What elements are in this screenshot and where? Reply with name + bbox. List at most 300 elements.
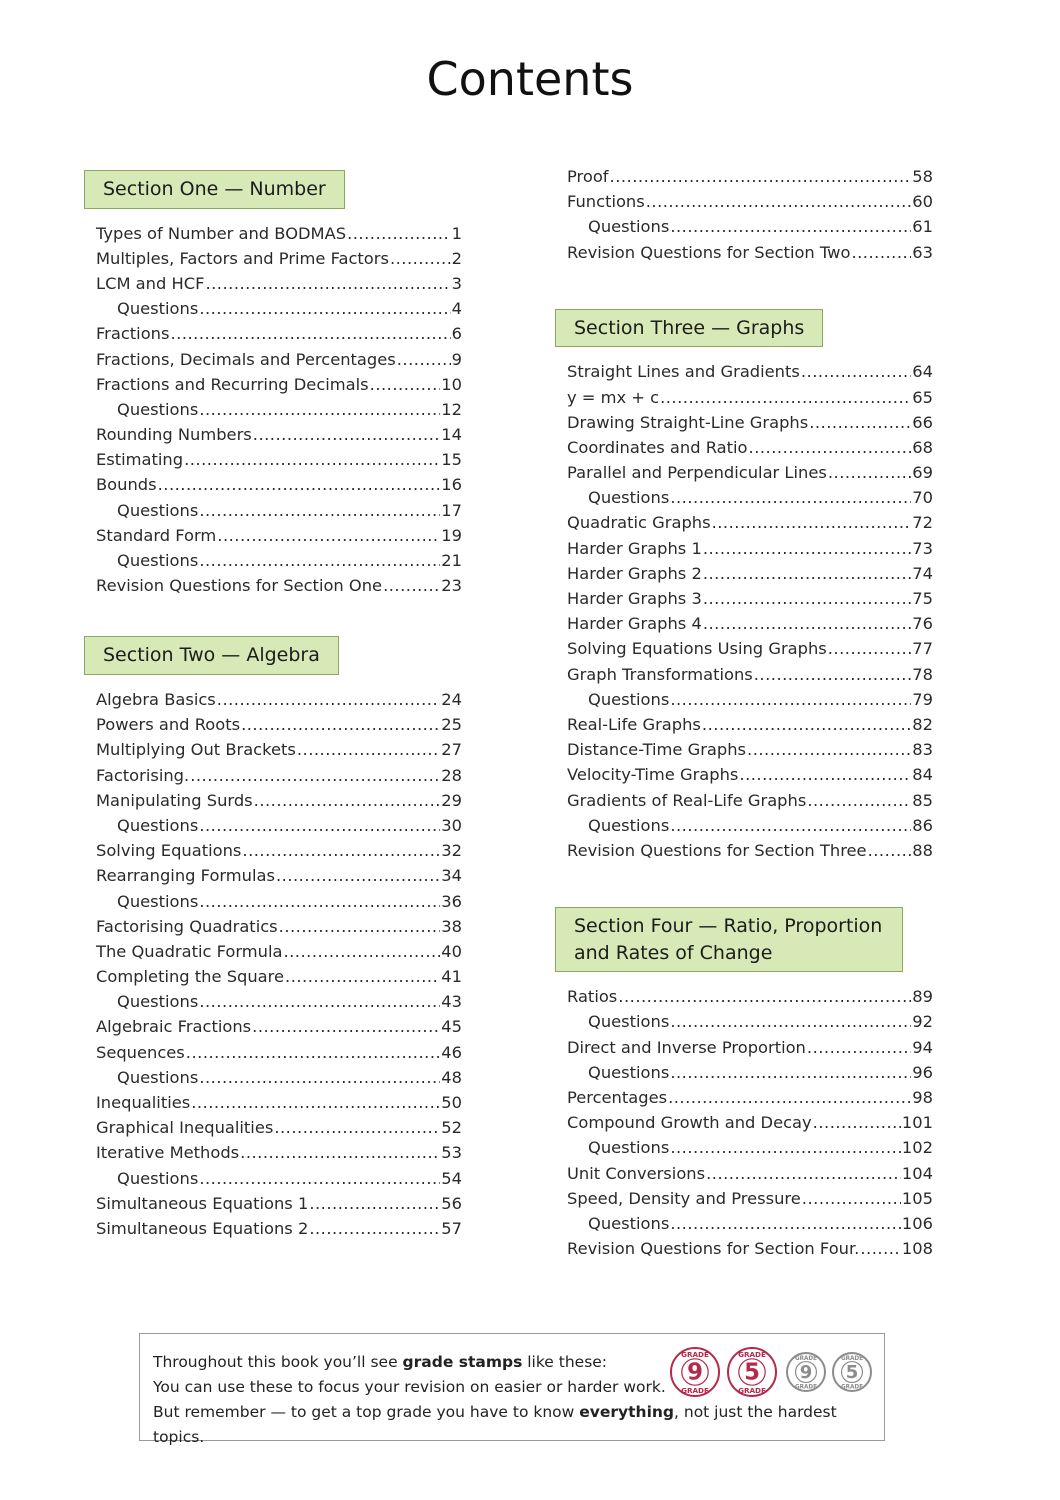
toc-leader-dots — [190, 763, 440, 788]
toc-entry-page: 104 — [901, 1163, 933, 1183]
toc-leader-dots — [749, 435, 912, 460]
toc-leader-dots — [199, 989, 440, 1014]
toc-entry — [96, 838, 462, 863]
toc-leader-dots — [809, 410, 911, 435]
toc-entry-title: Speed, Density and Pressure — [567, 1188, 801, 1208]
toc-leader-dots — [390, 246, 451, 271]
toc-entry — [96, 989, 462, 1014]
toc-leader-dots — [397, 347, 451, 372]
toc-entry-title: Estimating — [96, 450, 184, 470]
toc-entry-title: Harder Graphs 1 — [567, 538, 702, 558]
toc-entry — [567, 410, 933, 435]
toc-leader-dots — [868, 838, 912, 863]
toc-entry-title: Compound Growth and Decay — [567, 1113, 812, 1133]
page-title: Contents — [426, 52, 634, 106]
toc-leader-dots — [347, 221, 451, 246]
toc-leader-dots — [309, 1216, 440, 1241]
toc-entry — [567, 1035, 933, 1060]
toc-entry-title: Questions — [588, 1062, 670, 1082]
toc-entry — [567, 214, 933, 239]
toc-entry-page: 58 — [912, 167, 933, 186]
toc-entry-page: 56 — [441, 1193, 462, 1213]
toc-entry — [96, 1040, 462, 1065]
toc-entry-page: 64 — [912, 362, 933, 382]
toc-leader-dots — [199, 296, 450, 321]
contents-column-right — [567, 164, 933, 1261]
toc-entry-title: Questions — [588, 488, 670, 508]
toc-leader-dots — [370, 372, 441, 397]
toc-leader-dots — [199, 813, 440, 838]
toc-entry-page: 86 — [912, 815, 933, 835]
toc-entry-title: Revision Questions for Section Four. — [567, 1239, 860, 1259]
toc-entry-title: Parallel and Perpendicular Lines — [567, 463, 827, 483]
toc-entry-page: 77 — [912, 639, 933, 659]
toc-leader-dots — [670, 687, 911, 712]
toc-entry-title: Bounds — [96, 475, 157, 495]
toc-entry-page: 78 — [912, 664, 933, 684]
toc-entry — [96, 422, 462, 447]
toc-entry — [567, 435, 933, 460]
grade-stamp-word-bottom: GRADE — [681, 1386, 709, 1396]
toc-entry-page: 108 — [901, 1239, 933, 1259]
toc-entry-page: 12 — [441, 399, 462, 419]
grade-stamp-word-bottom: GRADE — [840, 1384, 864, 1391]
toc-leader-dots — [199, 397, 440, 422]
toc-entry-title: Harder Graphs 2 — [567, 563, 702, 583]
toc-entry — [567, 1186, 933, 1211]
toc-leader-dots — [670, 214, 911, 239]
toc-leader-dots — [205, 271, 450, 296]
toc-entry-title: LCM and HCF — [96, 273, 205, 293]
toc-leader-dots — [860, 1236, 901, 1261]
toc-entry — [96, 321, 462, 346]
toc-entry-title: Factorising. — [96, 765, 190, 785]
toc-entry-page: 52 — [441, 1118, 462, 1138]
toc-entry-page: 3 — [451, 273, 462, 293]
toc-entry — [96, 472, 462, 497]
grade-stamp-number: 5 — [744, 1359, 760, 1386]
section-one-list — [96, 221, 462, 599]
toc-entry — [96, 1191, 462, 1216]
toc-entry-page: 102 — [901, 1138, 933, 1158]
section-two-header: Section Two — Algebra — [84, 636, 339, 675]
toc-leader-dots — [276, 863, 440, 888]
toc-leader-dots — [668, 1085, 911, 1110]
toc-entry-page: 2 — [451, 248, 462, 268]
toc-leader-dots — [383, 573, 440, 598]
toc-entry-title: Completing the Square — [96, 967, 285, 987]
toc-leader-dots — [754, 662, 912, 687]
grade-stamp-icon — [728, 1348, 776, 1396]
toc-entry-page: 43 — [441, 992, 462, 1012]
toc-entry-page: 6 — [451, 324, 462, 344]
toc-entry-title: Solving Equations Using Graphs — [567, 639, 827, 659]
toc-leader-dots — [254, 788, 441, 813]
toc-entry-title: Harder Graphs 4 — [567, 614, 702, 634]
toc-entry — [96, 863, 462, 888]
toc-entry — [96, 1140, 462, 1165]
toc-entry-title: Questions — [117, 299, 199, 319]
toc-entry-title: Sequences — [96, 1042, 185, 1062]
toc-entry-title: Questions — [117, 891, 199, 911]
toc-entry-title: Solving Equations — [96, 841, 242, 861]
toc-entry-title: Ratios — [567, 987, 618, 1007]
toc-entry-title: Unit Conversions — [567, 1163, 706, 1183]
toc-entry — [96, 939, 462, 964]
toc-entry — [96, 573, 462, 598]
toc-leader-dots — [807, 788, 911, 813]
toc-leader-dots — [670, 813, 911, 838]
toc-entry-title: Real-Life Graphs — [567, 714, 701, 734]
toc-leader-dots — [191, 1090, 440, 1115]
toc-entry — [567, 1085, 933, 1110]
toc-entry-page: 27 — [441, 740, 462, 760]
toc-leader-dots — [703, 586, 911, 611]
toc-leader-dots — [703, 611, 911, 636]
toc-entry-page: 15 — [441, 450, 462, 470]
toc-entry-page: 21 — [441, 551, 462, 571]
toc-entry-page: 85 — [912, 790, 933, 810]
toc-entry-title: Quadratic Graphs — [567, 513, 711, 533]
toc-leader-dots — [828, 460, 911, 485]
toc-entry — [96, 1014, 462, 1039]
toc-entry — [96, 221, 462, 246]
toc-entry — [96, 1216, 462, 1241]
toc-entry-page: 28 — [441, 765, 462, 785]
toc-leader-dots — [813, 1110, 901, 1135]
section-one-header: Section One — Number — [84, 170, 345, 209]
toc-leader-dots — [703, 561, 911, 586]
toc-leader-dots — [186, 1040, 440, 1065]
toc-entry-title: Revision Questions for Section Two — [567, 242, 851, 262]
toc-entry-title: Questions — [117, 1067, 199, 1087]
toc-entry — [567, 813, 933, 838]
toc-leader-dots — [646, 189, 912, 214]
toc-entry-title: Revision Questions for Section Three — [567, 840, 867, 860]
toc-entry-title: Rounding Numbers — [96, 425, 252, 445]
toc-entry — [567, 485, 933, 510]
toc-entry-title: Distance-Time Graphs — [567, 740, 747, 760]
toc-entry — [567, 586, 933, 611]
toc-entry-page: 65 — [912, 387, 933, 407]
toc-entry-title: Coordinates and Ratio — [567, 437, 748, 457]
toc-entry — [96, 271, 462, 296]
toc-leader-dots — [618, 984, 911, 1009]
toc-entry — [567, 1060, 933, 1085]
toc-entry-page: 106 — [901, 1213, 933, 1233]
toc-leader-dots — [217, 687, 441, 712]
toc-entry — [567, 1211, 933, 1236]
toc-leader-dots — [802, 1186, 901, 1211]
toc-entry-title: Fractions — [96, 324, 170, 344]
toc-entry-title: Types of Number and BODMAS — [96, 223, 347, 243]
toc-entry — [567, 838, 933, 863]
toc-entry-title: Algebraic Fractions — [96, 1017, 252, 1037]
toc-entry — [96, 1115, 462, 1140]
toc-entry-title: Questions — [588, 815, 670, 835]
toc-entry-title: Fractions and Recurring Decimals — [96, 374, 369, 394]
toc-entry-page: 73 — [912, 538, 933, 558]
toc-entry-title: Direct and Inverse Proportion — [567, 1037, 806, 1057]
section-two-continued-list — [567, 164, 933, 265]
toc-entry-title: Gradients of Real-Life Graphs — [567, 790, 807, 810]
toc-entry-page: 74 — [912, 563, 933, 583]
toc-entry-page: 23 — [441, 576, 462, 596]
toc-entry-title: Revision Questions for Section One — [96, 576, 383, 596]
toc-entry-title: Iterative Methods — [96, 1143, 240, 1163]
grade-stamp-word-bottom: GRADE — [794, 1384, 818, 1391]
toc-entry — [96, 763, 462, 788]
toc-leader-dots — [217, 523, 440, 548]
toc-entry-page: 14 — [441, 425, 462, 445]
toc-entry-page: 24 — [441, 690, 462, 709]
toc-leader-dots — [241, 712, 440, 737]
toc-entry-page: 29 — [441, 790, 462, 810]
toc-entry — [96, 889, 462, 914]
toc-entry-title: Questions — [117, 815, 199, 835]
toc-entry — [96, 788, 462, 813]
toc-entry-page: 94 — [912, 1037, 933, 1057]
toc-leader-dots — [670, 1009, 911, 1034]
toc-leader-dots — [739, 762, 911, 787]
toc-entry-page: 9 — [451, 349, 462, 369]
toc-leader-dots — [670, 1211, 901, 1236]
toc-entry — [567, 687, 933, 712]
grade-stamp-word-bottom: GRADE — [738, 1386, 766, 1396]
toc-entry-title: Powers and Roots — [96, 715, 241, 735]
toc-entry — [567, 1135, 933, 1160]
toc-entry-title: Functions — [567, 192, 645, 212]
toc-leader-dots — [851, 240, 911, 265]
toc-entry-title: Manipulating Surds — [96, 790, 253, 810]
toc-entry — [567, 984, 933, 1009]
toc-entry — [96, 1166, 462, 1191]
grade-stamp-number: 9 — [687, 1359, 703, 1386]
toc-leader-dots — [199, 1065, 440, 1090]
grade-stamp-word-top: GRADE — [681, 1349, 709, 1359]
toc-leader-dots — [702, 712, 911, 737]
section-four-header-line2: and Rates of Change — [574, 941, 773, 964]
toc-entry-title: Multiplying Out Brackets — [96, 740, 296, 760]
toc-leader-dots — [670, 485, 911, 510]
grade-stamp-icon — [833, 1353, 871, 1391]
toc-entry-title: The Quadratic Formula — [96, 941, 283, 961]
toc-leader-dots — [670, 1060, 911, 1085]
toc-entry-title: Factorising Quadratics — [96, 916, 278, 936]
toc-entry — [96, 548, 462, 573]
toc-leader-dots — [199, 548, 440, 573]
toc-entry — [567, 189, 933, 214]
toc-entry-page: 68 — [912, 437, 933, 457]
toc-entry-title: Questions — [117, 992, 199, 1012]
toc-entry — [567, 385, 933, 410]
toc-entry — [567, 788, 933, 813]
toc-entry-page: 16 — [441, 475, 462, 495]
toc-entry-title: Proof — [567, 167, 609, 186]
toc-leader-dots — [807, 1035, 911, 1060]
toc-leader-dots — [199, 889, 440, 914]
toc-entry-page: 34 — [441, 866, 462, 886]
toc-entry-title: Questions — [117, 500, 199, 520]
toc-entry-page: 1 — [451, 223, 462, 243]
toc-entry — [567, 536, 933, 561]
toc-entry-page: 38 — [441, 916, 462, 936]
toc-entry — [96, 1090, 462, 1115]
toc-entry-page: 105 — [901, 1188, 933, 1208]
section-four-list — [567, 984, 933, 1261]
toc-leader-dots — [309, 1191, 440, 1216]
toc-entry — [96, 347, 462, 372]
toc-leader-dots — [252, 1014, 440, 1039]
toc-entry-page: 70 — [912, 488, 933, 508]
toc-entry-title: Questions — [117, 399, 199, 419]
toc-entry-page: 45 — [441, 1017, 462, 1037]
toc-entry-page: 92 — [912, 1012, 933, 1032]
toc-entry — [96, 1065, 462, 1090]
section-four-header-line1: Section Four — Ratio, Proportion — [574, 915, 883, 938]
toc-entry-page: 30 — [441, 815, 462, 835]
toc-entry-page: 89 — [912, 987, 933, 1007]
toc-leader-dots — [706, 1161, 901, 1186]
grade-stamp-number: 5 — [845, 1362, 859, 1384]
toc-entry-title: Questions — [588, 1138, 670, 1158]
toc-entry-page: 79 — [912, 689, 933, 709]
toc-leader-dots — [747, 737, 911, 762]
toc-entry — [96, 397, 462, 422]
toc-entry-title: Questions — [117, 1168, 199, 1188]
toc-entry-page: 17 — [441, 500, 462, 520]
toc-entry — [567, 510, 933, 535]
toc-entry-title: Fractions, Decimals and Percentages — [96, 349, 396, 369]
toc-entry-page: 88 — [912, 840, 933, 860]
toc-entry — [567, 712, 933, 737]
toc-entry-page: 63 — [912, 242, 933, 262]
toc-entry — [567, 460, 933, 485]
toc-entry-title: Questions — [588, 1012, 670, 1032]
toc-entry-page: 25 — [441, 715, 462, 735]
toc-entry-page: 82 — [912, 714, 933, 734]
toc-leader-dots — [199, 498, 440, 523]
grade-stamps — [668, 1344, 878, 1400]
toc-entry — [567, 359, 933, 384]
toc-entry-title: y = mx + c — [567, 387, 660, 407]
toc-entry — [567, 762, 933, 787]
toc-entry — [96, 296, 462, 321]
toc-entry-title: Simultaneous Equations 2 — [96, 1218, 309, 1238]
toc-leader-dots — [703, 536, 911, 561]
toc-entry — [567, 1009, 933, 1034]
toc-entry-page: 98 — [912, 1088, 933, 1108]
toc-leader-dots — [158, 472, 441, 497]
section-three-header: Section Three — Graphs — [555, 309, 823, 348]
toc-entry-page: 36 — [441, 891, 462, 911]
toc-entry-title: Standard Form — [96, 525, 217, 545]
toc-entry — [96, 737, 462, 762]
toc-entry-page: 53 — [441, 1143, 462, 1163]
note-line-1: Throughout this book you’ll see grade stamps like these: — [153, 1353, 608, 1371]
toc-entry-page: 76 — [912, 614, 933, 634]
contents-column-left — [96, 170, 462, 1241]
toc-entry — [567, 164, 933, 189]
toc-entry-page: 69 — [912, 463, 933, 483]
toc-leader-dots — [712, 510, 912, 535]
toc-entry-page: 96 — [912, 1062, 933, 1082]
toc-entry-page: 19 — [441, 525, 462, 545]
toc-entry-title: Multiples, Factors and Prime Factors — [96, 248, 389, 268]
toc-entry-page: 101 — [901, 1113, 933, 1133]
toc-leader-dots — [660, 385, 911, 410]
toc-entry-page: 4 — [451, 299, 462, 319]
toc-entry — [567, 611, 933, 636]
toc-entry-page: 50 — [441, 1093, 462, 1112]
toc-entry-title: Questions — [117, 551, 199, 571]
toc-entry-page: 61 — [912, 217, 933, 237]
toc-entry-page: 75 — [912, 589, 933, 609]
toc-entry — [96, 964, 462, 989]
section-three-list — [567, 359, 933, 863]
toc-leader-dots — [828, 636, 912, 661]
toc-entry-page: 40 — [441, 941, 462, 961]
toc-entry-title: Drawing Straight-Line Graphs — [567, 412, 809, 432]
toc-entry — [96, 813, 462, 838]
toc-entry — [96, 712, 462, 737]
grade-stamp-word-top: GRADE — [840, 1356, 864, 1363]
toc-entry — [96, 447, 462, 472]
toc-entry-title: Graph Transformations — [567, 664, 753, 684]
toc-entry — [96, 914, 462, 939]
toc-entry-page: 41 — [441, 967, 462, 987]
toc-leader-dots — [199, 1166, 440, 1191]
toc-entry-title: Straight Lines and Gradients — [567, 362, 800, 382]
toc-entry — [96, 372, 462, 397]
grade-stamp-icon — [787, 1353, 825, 1391]
note-line-3: But remember — to get a top grade you have to know everything, not just the hardest topics. — [153, 1403, 837, 1446]
toc-entry — [567, 737, 933, 762]
toc-leader-dots — [285, 964, 440, 989]
toc-entry-page: 84 — [912, 765, 933, 785]
grade-stamp-icon — [671, 1348, 719, 1396]
toc-entry — [567, 662, 933, 687]
toc-entry-title: Simultaneous Equations 1 — [96, 1193, 309, 1213]
toc-entry-title: Questions — [588, 1213, 670, 1233]
toc-leader-dots — [297, 737, 440, 762]
toc-entry-page: 72 — [912, 513, 933, 533]
toc-entry-page: 66 — [912, 412, 933, 432]
toc-entry-title: Rearranging Formulas — [96, 866, 275, 886]
toc-leader-dots — [184, 447, 440, 472]
toc-entry-title: Inequalities — [96, 1093, 191, 1112]
toc-leader-dots — [170, 321, 450, 346]
toc-entry-page: 10 — [441, 374, 462, 394]
toc-entry-page: 46 — [441, 1042, 462, 1062]
toc-entry — [96, 246, 462, 271]
toc-entry — [567, 636, 933, 661]
toc-entry-page: 57 — [441, 1218, 462, 1238]
grade-stamp-word-top: GRADE — [794, 1356, 818, 1363]
toc-entry-title: Velocity-Time Graphs — [567, 765, 739, 785]
grade-stamp-word-top: GRADE — [738, 1349, 766, 1359]
toc-leader-dots — [253, 422, 441, 447]
toc-leader-dots — [242, 838, 440, 863]
toc-entry-page: 48 — [441, 1067, 462, 1087]
grade-stamp-number: 9 — [799, 1362, 813, 1384]
toc-entry-page: 32 — [441, 841, 462, 861]
section-four-header — [555, 907, 903, 972]
toc-leader-dots — [274, 1115, 440, 1140]
toc-entry — [96, 687, 462, 712]
toc-entry — [96, 498, 462, 523]
toc-entry-page: 83 — [912, 740, 933, 760]
